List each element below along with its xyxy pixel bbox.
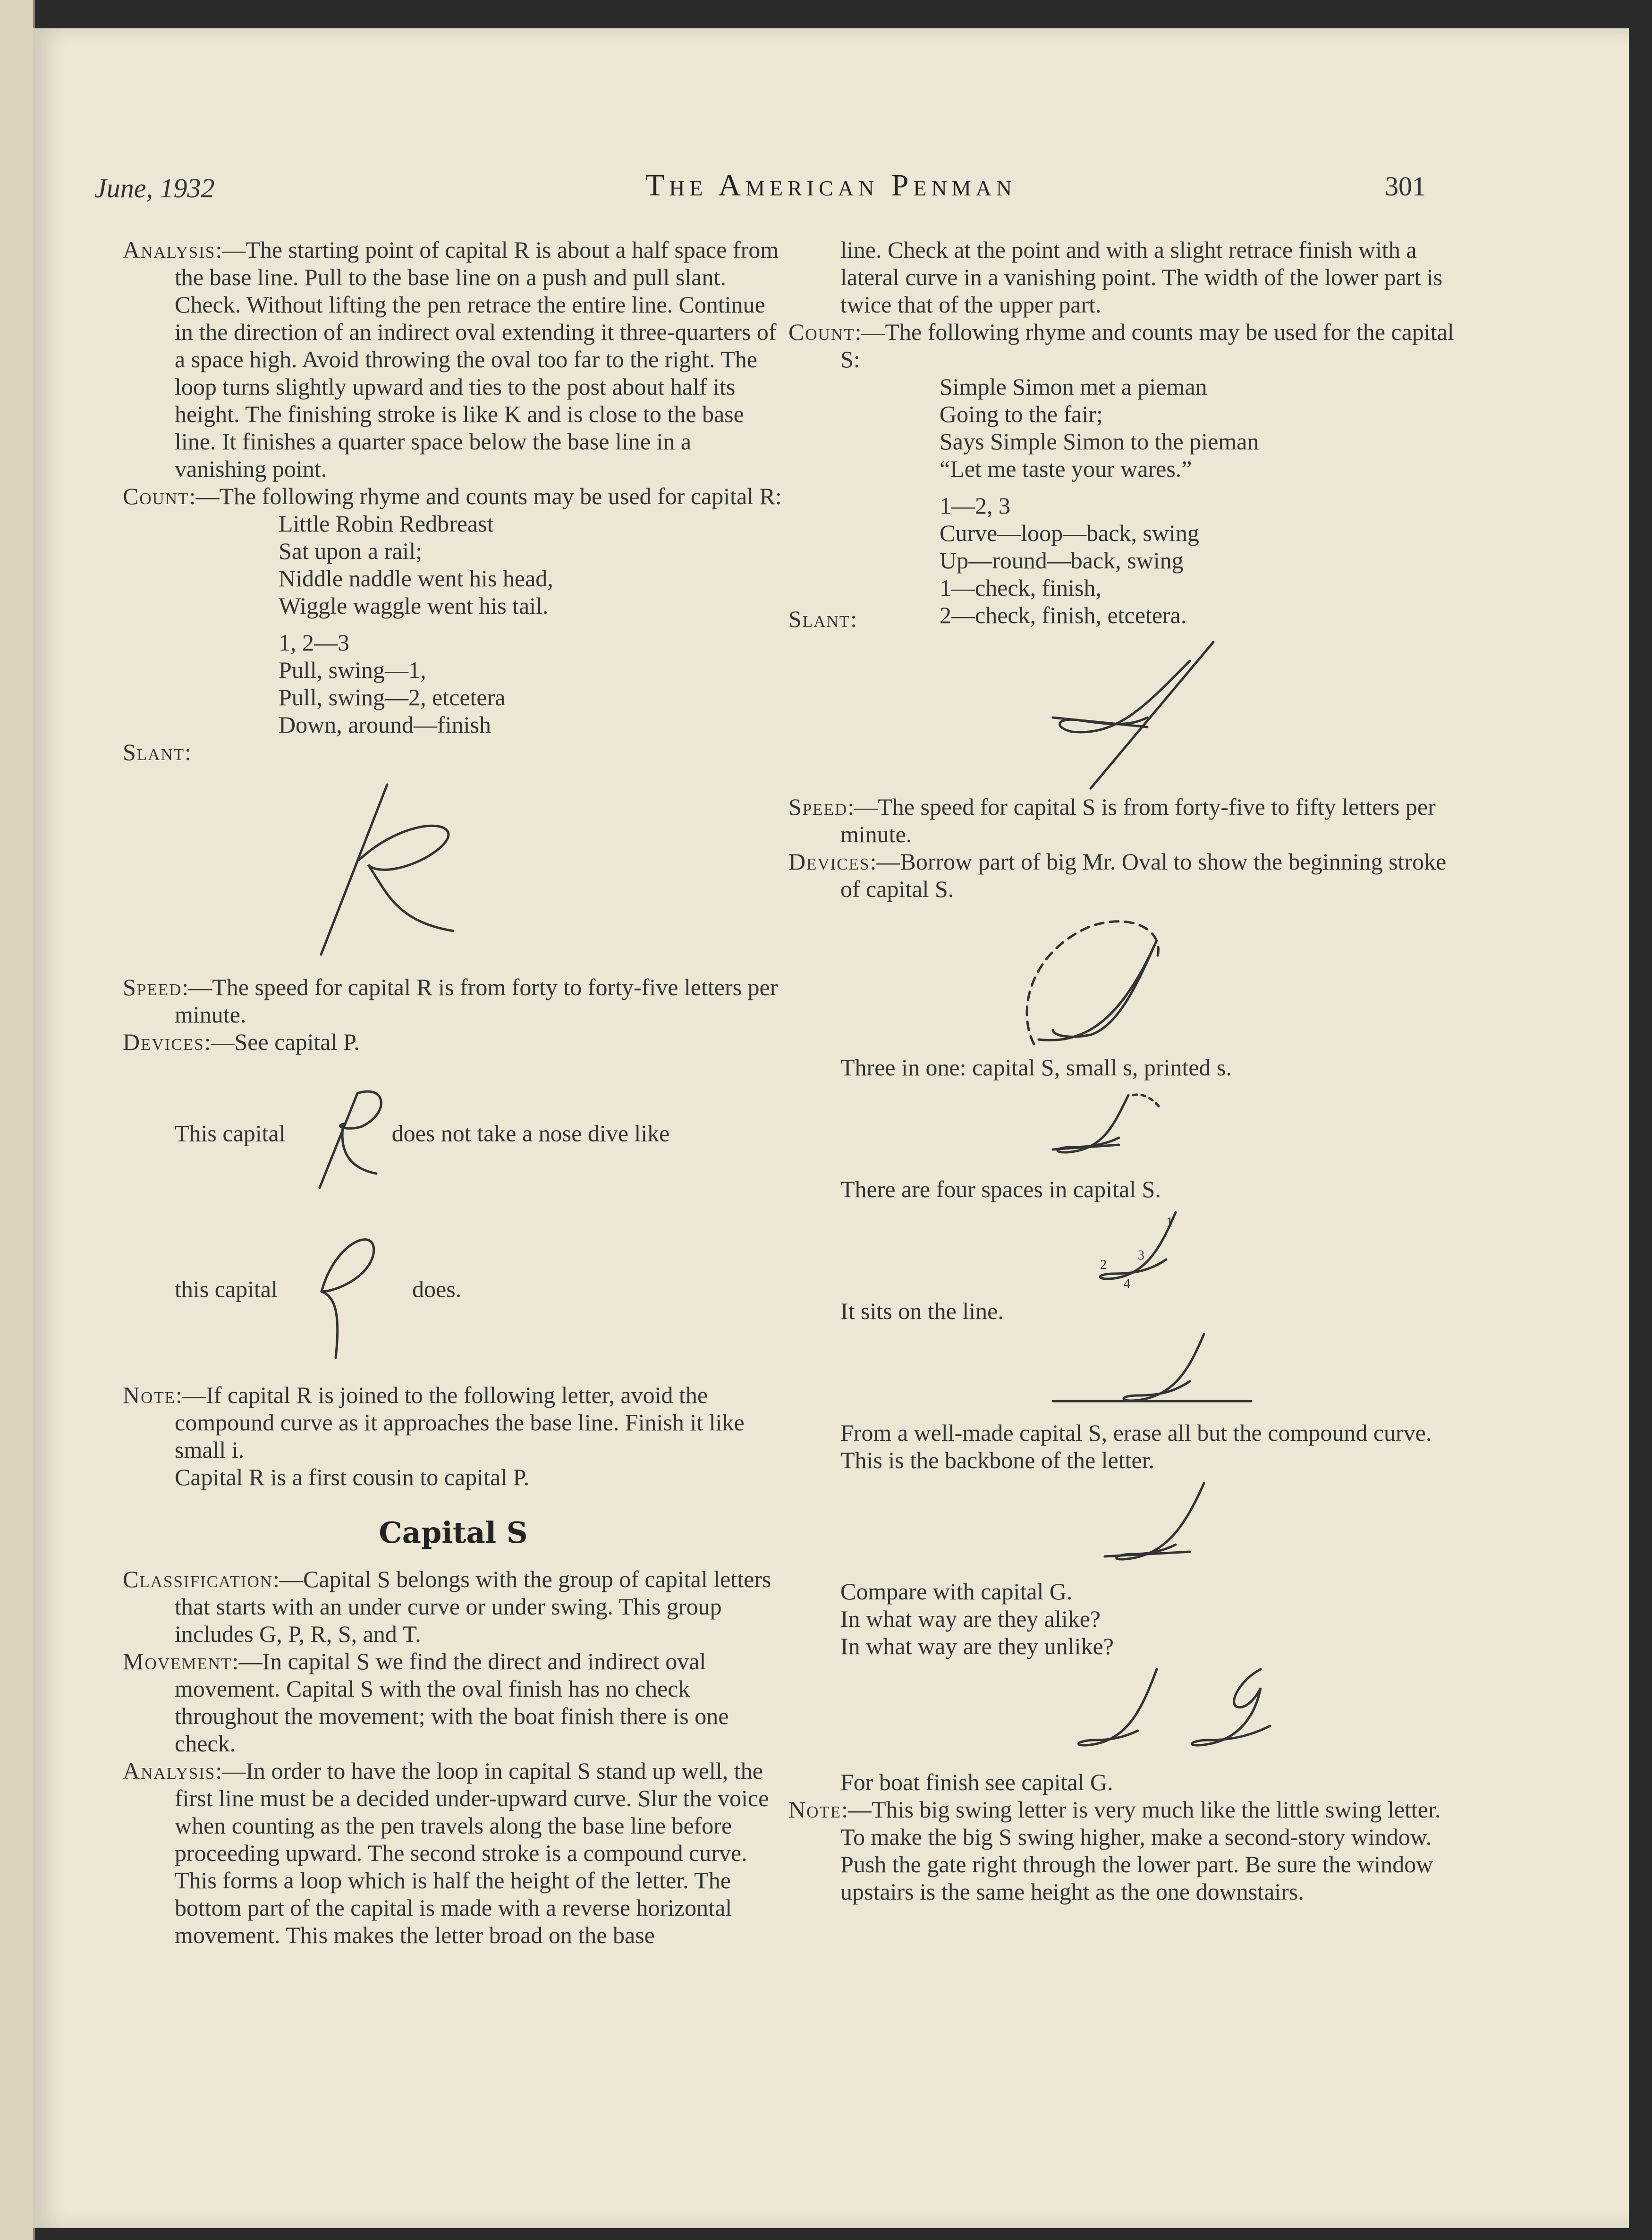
capital-s-four-spaces-figure — [788, 1203, 1459, 1297]
caption-backbone: From a well-made capital S, erase all but the compound curve. This is the backbone of the letter. — [840, 1420, 1432, 1473]
capital-s-backbone-figure — [788, 1474, 1459, 1578]
compare-line-2: this capital does. — [123, 1221, 784, 1362]
left-column — [123, 236, 784, 1949]
capital-s-heading: Capital S — [379, 1515, 528, 1550]
capital-r-nose-dive-figure — [284, 1221, 407, 1362]
space-digit-3: 3 — [1138, 1248, 1144, 1263]
rhyme-r: Little Robin Redbreast Sat upon a rail; Niddle naddle went his head, Wiggle waggle went his tail. — [279, 510, 553, 619]
classification-s: Classification:—Capital S belongs with the group of capital letters that starts with an under curve or under swing. This group includes G, P, R, S, and T. — [123, 1566, 771, 1647]
devices-s: Devices:—Borrow part of big Mr. Oval to show the beginning stroke of capital S. — [788, 848, 1447, 902]
count-s: Count:—The following rhyme and counts may be used for the capital S: — [788, 319, 1454, 372]
space-digit-2: 2 — [1100, 1258, 1107, 1272]
oval-s-figure — [788, 903, 1459, 1054]
speed-s: Speed:—The speed for capital S is from forty-five to fifty letters per minute. — [788, 794, 1436, 847]
capital-s-on-line-figure — [788, 1325, 1459, 1419]
page — [33, 28, 1629, 2228]
movement-s: Movement:—In capital S we find the direct and indirect oval movement. Capital S with the oval finish has no check throughout the movement; with the boat finish there is one check. — [123, 1648, 729, 1757]
count-r: Count:—The following rhyme and counts may be used for capital R: — [123, 483, 782, 509]
note-r: Note:—If capital R is joined to the following letter, avoid the compound curve as it approaches the base line. Finish it like small i. — [123, 1382, 745, 1463]
right-column — [788, 236, 1459, 1905]
analysis-s: Analysis:—In order to have the loop in capital S stand up well, the first line must be a decided under-upward curve. Slur the voice when counting as the pen travels along the base line before proceeding upward. The second stroke is a compound curve. This forms a loop which is half the height of the letter. The bottom part of the capital is made with a reverse horizontal movement. This makes the letter broad on the base — [123, 1758, 769, 1948]
slant-label-s: Slant: — [788, 606, 858, 632]
note-r-2: Capital R is a first cousin to capital P. — [175, 1464, 530, 1490]
slant-label-r: Slant: — [123, 739, 193, 765]
capital-r-figure-small — [291, 1079, 386, 1192]
capital-s-and-g-figure — [788, 1660, 1459, 1768]
counts-s: 1—2, 3 Curve—loop—back, swing Up—round—back, swing 1—check, finish, 2—check, finish, etcetera. — [940, 492, 1199, 628]
speed-r: Speed:—The speed for capital R is from forty to forty-five letters per minute. — [123, 974, 778, 1028]
space-digit-1: 1 — [1166, 1215, 1173, 1230]
counts-r: 1, 2—3 Pull, swing—1, Pull, swing—2, etcetera Down, around—finish — [279, 629, 506, 738]
header-date: June, 1932 — [94, 173, 215, 203]
book-spine — [0, 0, 35, 2240]
compare-line-1: This capital does not take a nose dive like — [123, 1079, 784, 1192]
header-title: The American Penman — [645, 168, 1017, 203]
analysis-s-continued: line. Check at the point and with a slight retrace finish with a lateral curve in a vanishing point. The width of the lower part is twice that of the upper part. — [840, 237, 1443, 318]
capital-s-slant-figure — [788, 633, 1459, 793]
caption-compare-g: Compare with capital G. In what way are they alike? In what way are they unlike? — [840, 1578, 1114, 1659]
capital-r-slant-figure — [123, 766, 784, 964]
caption-boat-finish: For boat finish see capital G. — [840, 1769, 1113, 1795]
running-header — [33, 163, 1629, 215]
note-s: Note:—This big swing letter is very much like the little swing letter. To make the big S swing higher, make a second-story window. Push the gate right through the lower part. Be sure the window upstairs is the same height as the one downstairs. — [788, 1796, 1441, 1905]
caption-sits-on-line: It sits on the line. — [840, 1298, 1004, 1324]
space-digit-4: 4 — [1124, 1276, 1130, 1291]
devices-r: Devices:—See capital P. — [123, 1029, 360, 1055]
page-number: 301 — [1385, 171, 1426, 202]
caption-three-in-one: Three in one: capital S, small s, printed s. — [840, 1054, 1232, 1081]
caption-four-spaces: There are four spaces in capital S. — [840, 1176, 1161, 1202]
capital-s-three-in-one-figure — [788, 1081, 1459, 1175]
rhyme-s: Simple Simon met a pieman Going to the fair; Says Simple Simon to the pieman “Let me taste your wares.” — [940, 373, 1259, 482]
analysis-r: Analysis:—The starting point of capital R is about a half space from the base line. Pull to the base line on a push and pull slant. Check. Without lifting the pen retrace the entire line. Continue in the direction of an indirect oval extending it three-quarters of a space high. Avoid throwing the oval too far to the right. The loop turns slightly upward and ties to the post about half its height. The finishing stroke is like K and is close to the base line. It finishes a quarter space below the base line in a vanishing point. — [123, 237, 779, 482]
